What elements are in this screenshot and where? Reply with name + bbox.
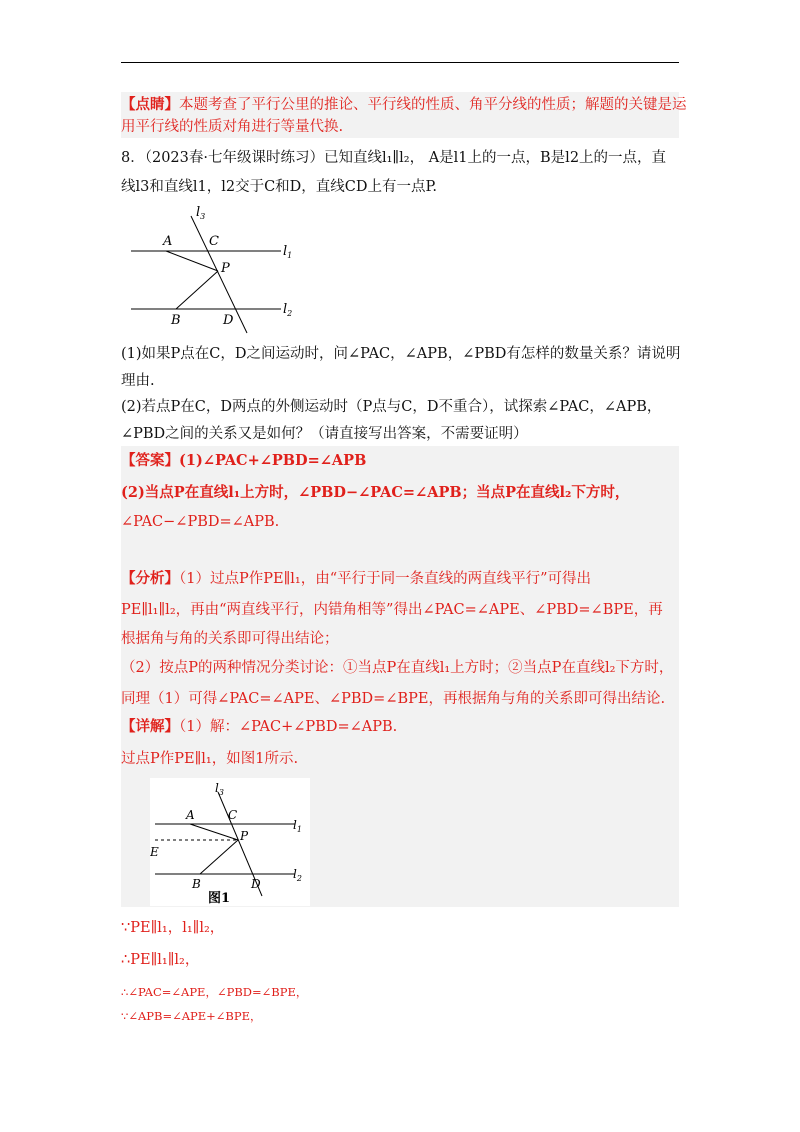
- fig2-caption: 图1: [208, 891, 231, 906]
- question-part1-line-2: 理由.: [121, 373, 155, 389]
- header-rule: [121, 62, 679, 63]
- question-part2-line-1: (2)若点P在C，D两点的外侧运动时（P点与C，D不重合），试探索∠PAC，∠APB，: [121, 399, 662, 415]
- dianjing-line-1: [121, 95, 687, 115]
- analysis-line-2: PE∥l₁∥l₂，再由“两直线平行，内错角相等”得出∠PAC=∠APE、∠PBD=∠BPE，再: [121, 602, 663, 618]
- question-part1-line-1: (1)如果P点在C，D之间运动时，问∠PAC，∠APB，∠PBD有怎样的数量关系？请说明: [121, 346, 681, 362]
- fig1-label-B: B: [171, 313, 181, 328]
- answer-tag: 【答案】: [121, 452, 179, 469]
- detail-line-1: [121, 717, 397, 737]
- fig2-label-D: D: [251, 877, 261, 891]
- fig2-label-A: A: [186, 808, 195, 822]
- dianjing-tag: 【点睛】: [121, 96, 179, 113]
- fig2-label-l2: $l_2$: [293, 867, 302, 883]
- question-line-2: 线l3和直线l1，l2交于C和D，直线CD上有一点P.: [121, 179, 437, 195]
- question-line-1: 8．（2023春·七年级课时练习）已知直线l₁∥l₂， A是l1上的一点，B是l2上的一点，直: [121, 150, 667, 166]
- detail-text-1: （1）解：∠PAC+∠PBD=∠APB.: [179, 719, 398, 735]
- proof-line-4: ∵∠APB=∠APE+∠BPE，: [121, 1009, 262, 1023]
- analysis-tag: 【分析】: [121, 570, 179, 587]
- fig1-label-l2: $l_2$: [283, 302, 293, 318]
- solution-figure-svg: [150, 778, 310, 906]
- analysis-line-5: 同理（1）可得∠PAC=∠APE、∠PBD=∠BPE，再根据角与角的关系即可得出结论.: [121, 691, 666, 707]
- question-figure-svg: [121, 198, 311, 338]
- solution-figure: [150, 778, 310, 906]
- fig2-label-l1: $l_1$: [293, 818, 302, 834]
- answer-line-2: (2)当点P在直线l₁上方时，∠PBD−∠PAC=∠APB；当点P在直线l₂下方时，: [121, 484, 630, 501]
- fig2-label-l3: $l_3$: [215, 781, 224, 797]
- fig1-label-P: P: [221, 261, 230, 276]
- detail-tag: 【详解】: [121, 718, 179, 735]
- dianjing-text-1: 本题考查了平行公里的推论、平行线的性质、角平分线的性质；解题的关键是运: [179, 97, 687, 113]
- fig2-label-B: B: [192, 877, 201, 891]
- fig1-label-A: A: [163, 234, 173, 249]
- answer-line-3: ∠PAC−∠PBD=∠APB.: [121, 514, 280, 530]
- answer-text-1: (1)∠PAC+∠PBD=∠APB: [179, 452, 367, 469]
- answer-line-1: [121, 451, 366, 471]
- fig1-label-l1: $l_1$: [283, 244, 293, 260]
- dianjing-line-2: 用平行线的性质对角进行等量代换.: [121, 119, 344, 135]
- fig2-label-E: E: [150, 845, 159, 859]
- analysis-text-1: （1）过点P作PE∥l₁，由“平行于同一条直线的两直线平行”可得出: [179, 571, 592, 587]
- proof-line-3: ∴∠PAC=∠APE，∠PBD=∠BPE，: [121, 985, 308, 999]
- analysis-line-3: 根据角与角的关系即可得出结论；: [121, 631, 339, 647]
- question-part2-line-2: ∠PBD之间的关系又是如何？（请直接写出答案，不需要证明）: [121, 426, 528, 442]
- question-figure: [121, 198, 311, 338]
- fig1-label-D: D: [223, 313, 234, 328]
- fig2-label-C: C: [228, 808, 238, 822]
- proof-line-1: ∵PE∥l₁，l₁∥l₂，: [121, 920, 225, 936]
- fig1-label-C: C: [209, 234, 219, 249]
- analysis-line-4: （2）按点P的两种情况分类讨论：①当点P在直线l₁上方时；②当点P在直线l₂下方时，: [121, 660, 674, 676]
- analysis-line-1: [121, 569, 591, 589]
- detail-line-2: 过点P作PE∥l₁，如图1所示.: [121, 751, 299, 767]
- fig1-label-l3: $l_3$: [196, 205, 206, 221]
- fig2-label-P: P: [240, 829, 249, 843]
- proof-line-2: ∴PE∥l₁∥l₂，: [121, 952, 200, 968]
